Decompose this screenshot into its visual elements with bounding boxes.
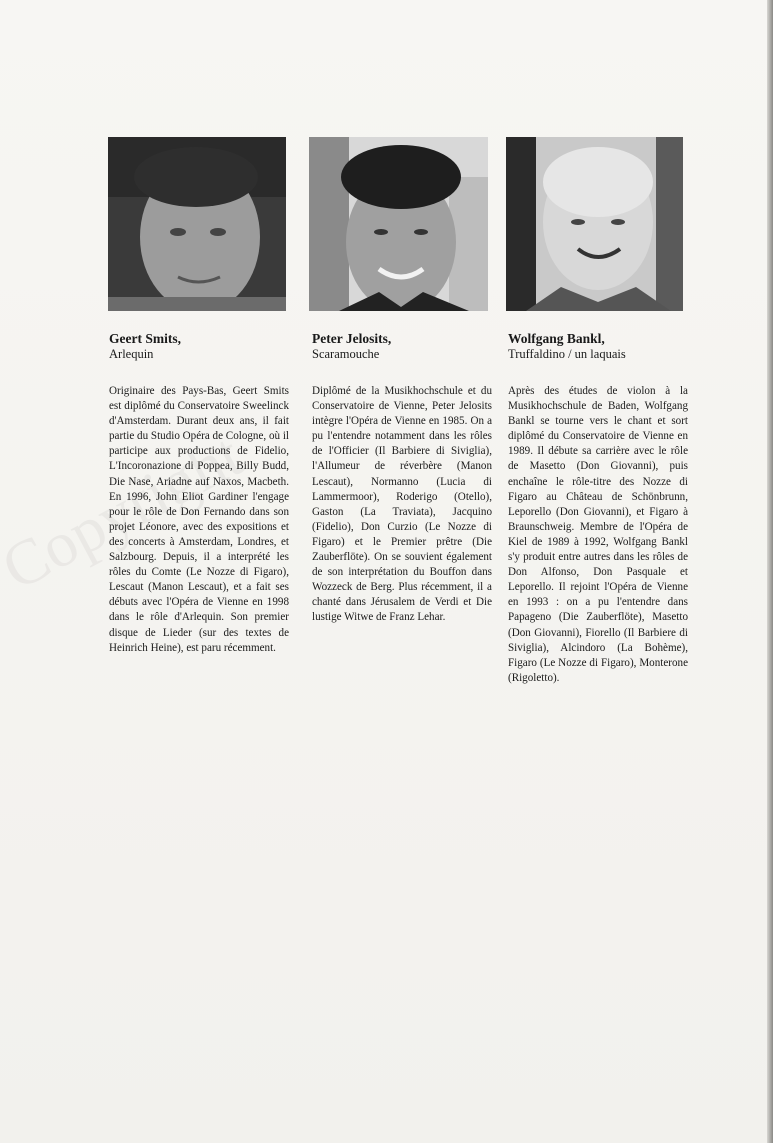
artist-column-3 [508, 330, 688, 686]
artist-role: Truffaldino / un laquais [508, 347, 626, 361]
artist-column-2 [312, 330, 492, 626]
artist-bio: Originaire des Pays-Bas, Geert Smits est diplômé du Conservatoire Sweelinck d'Amsterdam. Durant deux ans, il fait partie du Studio Opéra de Cologne, où il participe aux productions de Fidelio, L'Incoronazione di Poppea, Billy Budd, Die Nase, Ariadne auf Naxos, Macbeth. En 1996, John Eliot Gardiner l'engage pour le rôle de Don Fernando dans son projet Léonore, avec des expositions et des concerts à Amsterdam, Londres, et Salzbourg. Depuis, il a interprété les rôles du Comte (Le Nozze di Figaro), Lescaut (Manon Lescaut), et a fait ses débuts avec l'Opéra de Vienne en 1998 dans le rôle d'Arlequin. Son premier disque de Lieder (sur des textes de Heinrich Heine), est paru récemment. [109, 385, 289, 654]
artist-column-1 [109, 330, 289, 656]
artist-name: Wolfgang Bankl, [508, 331, 605, 346]
portrait-geert-smits [108, 137, 286, 311]
artist-name: Peter Jelosits, [312, 331, 392, 346]
artist-role: Arlequin [109, 347, 154, 361]
portrait-wolfgang-bankl [506, 137, 683, 311]
artist-role: Scaramouche [312, 347, 380, 361]
page-edge-shadow [767, 0, 773, 1143]
artist-bio: Diplômé de la Musikhochschule et du Conservatoire de Vienne, Peter Jelosits intègre l'Opéra de Vienne en 1985. On a pu l'entendre notamment dans les rôles de l'Officier (Il Barbiere di Siviglia), l'Allumeur de réverbère (Manon Lescaut), Normanno (Lucia di Lammermoor), Roderigo (Otello), Gaston (La Traviata), Jacquino (Fidelio), Don Curzio (Le Nozze di Figaro) et le Premier prêtre (Die Zauberflöte). On se souvient également de son interprétation du Bouffon dans Wozzeck de Berg. Plus récemment, il a chanté dans Jérusalem de Verdi et Die lustige Witwe de Franz Lehar. [312, 385, 492, 624]
portrait-peter-jelosits [309, 137, 488, 311]
artist-bio: Après des études de violon à la Musikhochschule de Baden, Wolfgang Bankl se tourne vers le chant et sort diplômé du Conservatoire de Vienne en 1989. Il débute sa carrière avec le rôle de Masetto (Don Giovanni), puis enchaîne le rôle-titre des Nozze di Figaro au Château de Schönbrunn, Leporello (Don Giovanni), et Figaro à Braunschweig. Membre de l'Opéra de Kiel de 1989 à 1992, Wolfgang Bankl s'y produit entre autres dans les rôles de Don Alfonso, Don Pasquale et Leporello. Il rejoint l'Opéra de Vienne en 1993 : on a pu l'entendre dans Papageno (Die Zauberflöte), Masetto (Don Giovanni), Fiorello (Il Barbiere di Siviglia), Alcindoro (La Bohème), Figaro (Le Nozze di Figaro), Monterone (Rigoletto). [508, 385, 688, 684]
artist-name: Geert Smits, [109, 331, 181, 346]
